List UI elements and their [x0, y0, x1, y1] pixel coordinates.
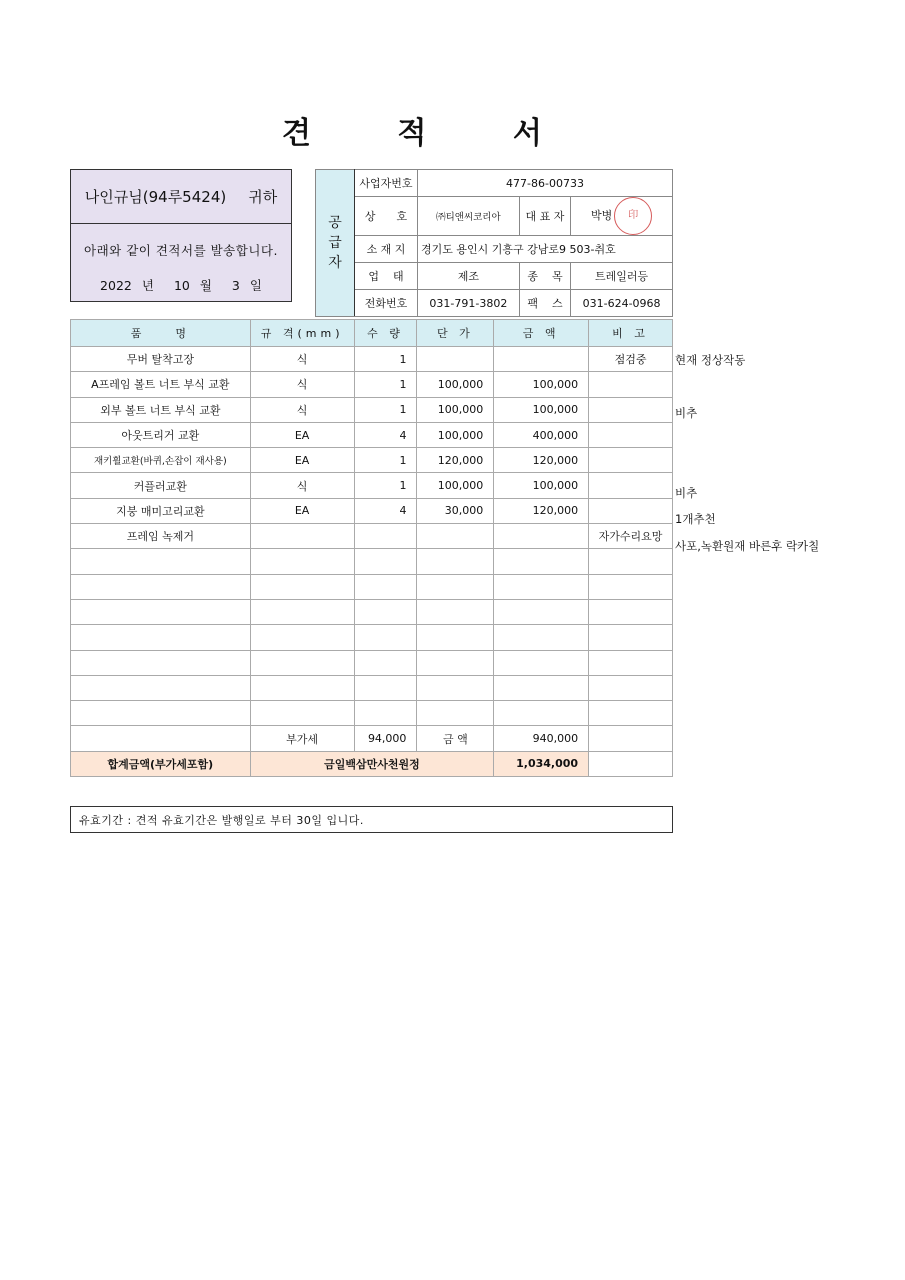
cell-amount: 100,000 — [494, 473, 589, 498]
table-row — [71, 599, 673, 624]
cell-note — [589, 372, 673, 397]
cell-spec — [250, 675, 354, 700]
cell-qty — [354, 625, 417, 650]
total-value: 1,034,000 — [494, 751, 589, 776]
cell-amount — [494, 524, 589, 549]
cell-name: 재키휠교환(바퀴,손잡이 재사용) — [71, 448, 251, 473]
cell-qty — [354, 701, 417, 726]
business-no-label: 사업자번호 — [355, 170, 418, 197]
issue-date — [71, 276, 291, 294]
table-row — [71, 650, 673, 675]
recipient-message: 아래와 같이 견적서를 발송합니다. — [84, 243, 278, 258]
cell-note — [589, 701, 673, 726]
cell-name: 지붕 매미고리교환 — [71, 498, 251, 523]
cell-spec — [250, 701, 354, 726]
supplier-table — [315, 169, 673, 317]
cell-amount — [494, 347, 589, 372]
side-note-1: 현재 정상작동 — [675, 353, 746, 367]
cell-note — [589, 599, 673, 624]
cell-price — [417, 574, 494, 599]
cell-name — [71, 675, 251, 700]
cell-spec — [250, 549, 354, 574]
header-cell: 단 가 — [417, 320, 494, 347]
cell-spec: EA — [250, 448, 354, 473]
company-label: 상 호 — [355, 197, 418, 236]
cell-price: 100,000 — [417, 397, 494, 422]
cell-spec: 식 — [250, 372, 354, 397]
table-row — [71, 498, 673, 523]
table-row — [71, 625, 673, 650]
business-type-label: 업 태 — [355, 263, 418, 290]
items-body — [71, 347, 673, 726]
vat-label: 부가세 — [250, 726, 354, 751]
cell-price: 100,000 — [417, 473, 494, 498]
cell-spec — [250, 650, 354, 675]
cell-amount — [494, 625, 589, 650]
business-item-label: 종 목 — [519, 263, 570, 290]
cell-price — [417, 549, 494, 574]
cell-name — [71, 701, 251, 726]
date-month: 10 — [173, 277, 190, 293]
cell-price — [417, 625, 494, 650]
cell-qty — [354, 549, 417, 574]
table-row — [71, 347, 673, 372]
total-words: 금일백삼만사천원정 — [250, 751, 494, 776]
company-name: ㈜티앤씨코리아 — [418, 197, 520, 236]
cell-name — [71, 574, 251, 599]
cell-spec — [250, 524, 354, 549]
phone-label: 전화번호 — [355, 290, 418, 317]
business-no: 477-86-00733 — [418, 170, 673, 197]
vat-row — [71, 726, 673, 751]
date-month-unit: 월 — [199, 278, 212, 293]
cell-qty — [354, 675, 417, 700]
cell-price: 100,000 — [417, 422, 494, 447]
cell-spec — [250, 599, 354, 624]
cell-spec — [250, 574, 354, 599]
table-row — [71, 524, 673, 549]
subtotal-value: 940,000 — [494, 726, 589, 751]
cell-name: 프레임 녹제거 — [71, 524, 251, 549]
cell-name: 외부 볼트 너트 부식 교환 — [71, 397, 251, 422]
total-note-cell — [589, 751, 673, 776]
recipient-box — [70, 169, 292, 302]
cell-price — [417, 650, 494, 675]
cell-price — [417, 599, 494, 624]
cell-note — [589, 675, 673, 700]
cell-amount — [494, 650, 589, 675]
validity-note: 유효기간 : 견적 유효기간은 발행일로 부터 30일 입니다. — [70, 806, 673, 833]
vat-value: 94,000 — [354, 726, 417, 751]
cell-note — [589, 473, 673, 498]
cell-name — [71, 549, 251, 574]
cell-amount — [494, 549, 589, 574]
table-row — [71, 701, 673, 726]
cell-name: 커플러교환 — [71, 473, 251, 498]
recipient-name: 나인규님(94루5424) — [84, 188, 227, 206]
cell-name: A프레임 볼트 너트 부식 교환 — [71, 372, 251, 397]
supplier-label-3: 자 — [328, 255, 342, 271]
cell-note: 자가수리요망 — [589, 524, 673, 549]
cell-qty — [354, 599, 417, 624]
table-row — [71, 372, 673, 397]
header-cell: 규 격(mm) — [250, 320, 354, 347]
cell-qty — [354, 524, 417, 549]
side-note-5: 사포,녹환원재 바른후 락카칠 — [675, 539, 820, 553]
table-row — [71, 473, 673, 498]
cell-qty: 4 — [354, 498, 417, 523]
cell-note — [589, 574, 673, 599]
supplier-label-1: 공 — [328, 215, 342, 231]
cell-price: 100,000 — [417, 372, 494, 397]
date-year: 2022 — [100, 277, 132, 293]
fax: 031-624-0968 — [571, 290, 673, 317]
cell-note — [589, 397, 673, 422]
cell-amount — [494, 574, 589, 599]
ceo-cell — [571, 197, 673, 236]
table-row — [71, 397, 673, 422]
cell-spec: 식 — [250, 473, 354, 498]
items-header-row — [71, 320, 673, 347]
cell-price: 120,000 — [417, 448, 494, 473]
date-year-unit: 년 — [141, 278, 154, 293]
side-note-4: 1개추천 — [675, 512, 716, 526]
business-type: 제조 — [418, 263, 520, 290]
cell-amount: 400,000 — [494, 422, 589, 447]
cell-amount — [494, 675, 589, 700]
fax-label: 팩 스 — [519, 290, 570, 317]
cell-name — [71, 625, 251, 650]
company-seal-icon: 印 — [614, 197, 652, 235]
cell-qty — [354, 650, 417, 675]
supplier-label-2: 급 — [328, 235, 342, 251]
address-label: 소 재 지 — [355, 236, 418, 263]
document-title: 견 적 서 — [282, 116, 580, 151]
cell-spec: 식 — [250, 347, 354, 372]
ceo-label: 대 표 자 — [519, 197, 570, 236]
cell-name: 무버 탈착고장 — [71, 347, 251, 372]
header-cell: 비 고 — [589, 320, 673, 347]
cell-note — [589, 498, 673, 523]
vat-empty-cell — [71, 726, 251, 751]
total-label: 합계금액(부가세포함) — [71, 751, 251, 776]
cell-spec — [250, 625, 354, 650]
address: 경기도 용인시 기흥구 강남로9 503-취호 — [418, 236, 673, 263]
date-day: 3 — [231, 277, 240, 293]
side-note-3: 비추 — [675, 486, 698, 500]
table-row — [71, 574, 673, 599]
recipient-row — [71, 170, 291, 224]
cell-note: 점검중 — [589, 347, 673, 372]
cell-spec: 식 — [250, 397, 354, 422]
cell-price: 30,000 — [417, 498, 494, 523]
header-cell: 금 액 — [494, 320, 589, 347]
cell-amount: 120,000 — [494, 448, 589, 473]
cell-qty: 1 — [354, 347, 417, 372]
cell-note — [589, 549, 673, 574]
cell-spec: EA — [250, 498, 354, 523]
table-row — [71, 549, 673, 574]
cell-price — [417, 524, 494, 549]
cell-spec: EA — [250, 422, 354, 447]
cell-amount — [494, 701, 589, 726]
cell-name: 아웃트리거 교환 — [71, 422, 251, 447]
cell-note — [589, 448, 673, 473]
cell-note — [589, 650, 673, 675]
cell-price — [417, 675, 494, 700]
recipient-honorific: 귀하 — [248, 188, 278, 206]
cell-amount — [494, 599, 589, 624]
cell-name — [71, 599, 251, 624]
supplier-label — [316, 170, 355, 317]
table-row — [71, 675, 673, 700]
cell-name — [71, 650, 251, 675]
header-cell: 품 명 — [71, 320, 251, 347]
table-row — [71, 422, 673, 447]
phone: 031-791-3802 — [418, 290, 520, 317]
subtotal-label: 금 액 — [417, 726, 494, 751]
items-table — [70, 319, 673, 777]
cell-note — [589, 422, 673, 447]
cell-amount: 100,000 — [494, 372, 589, 397]
business-item: 트레일러등 — [571, 263, 673, 290]
cell-price — [417, 347, 494, 372]
cell-price — [417, 701, 494, 726]
cell-qty: 1 — [354, 473, 417, 498]
vat-note-cell — [589, 726, 673, 751]
cell-qty: 1 — [354, 372, 417, 397]
ceo-name: 박병 — [590, 209, 613, 222]
cell-amount: 100,000 — [494, 397, 589, 422]
cell-note — [589, 625, 673, 650]
cell-qty: 1 — [354, 397, 417, 422]
side-note-2: 비추 — [675, 406, 698, 420]
total-row — [71, 751, 673, 776]
table-row — [71, 448, 673, 473]
cell-qty: 4 — [354, 422, 417, 447]
cell-amount: 120,000 — [494, 498, 589, 523]
header-cell: 수 량 — [354, 320, 417, 347]
cell-qty — [354, 574, 417, 599]
cell-qty: 1 — [354, 448, 417, 473]
date-day-unit: 일 — [249, 278, 262, 293]
